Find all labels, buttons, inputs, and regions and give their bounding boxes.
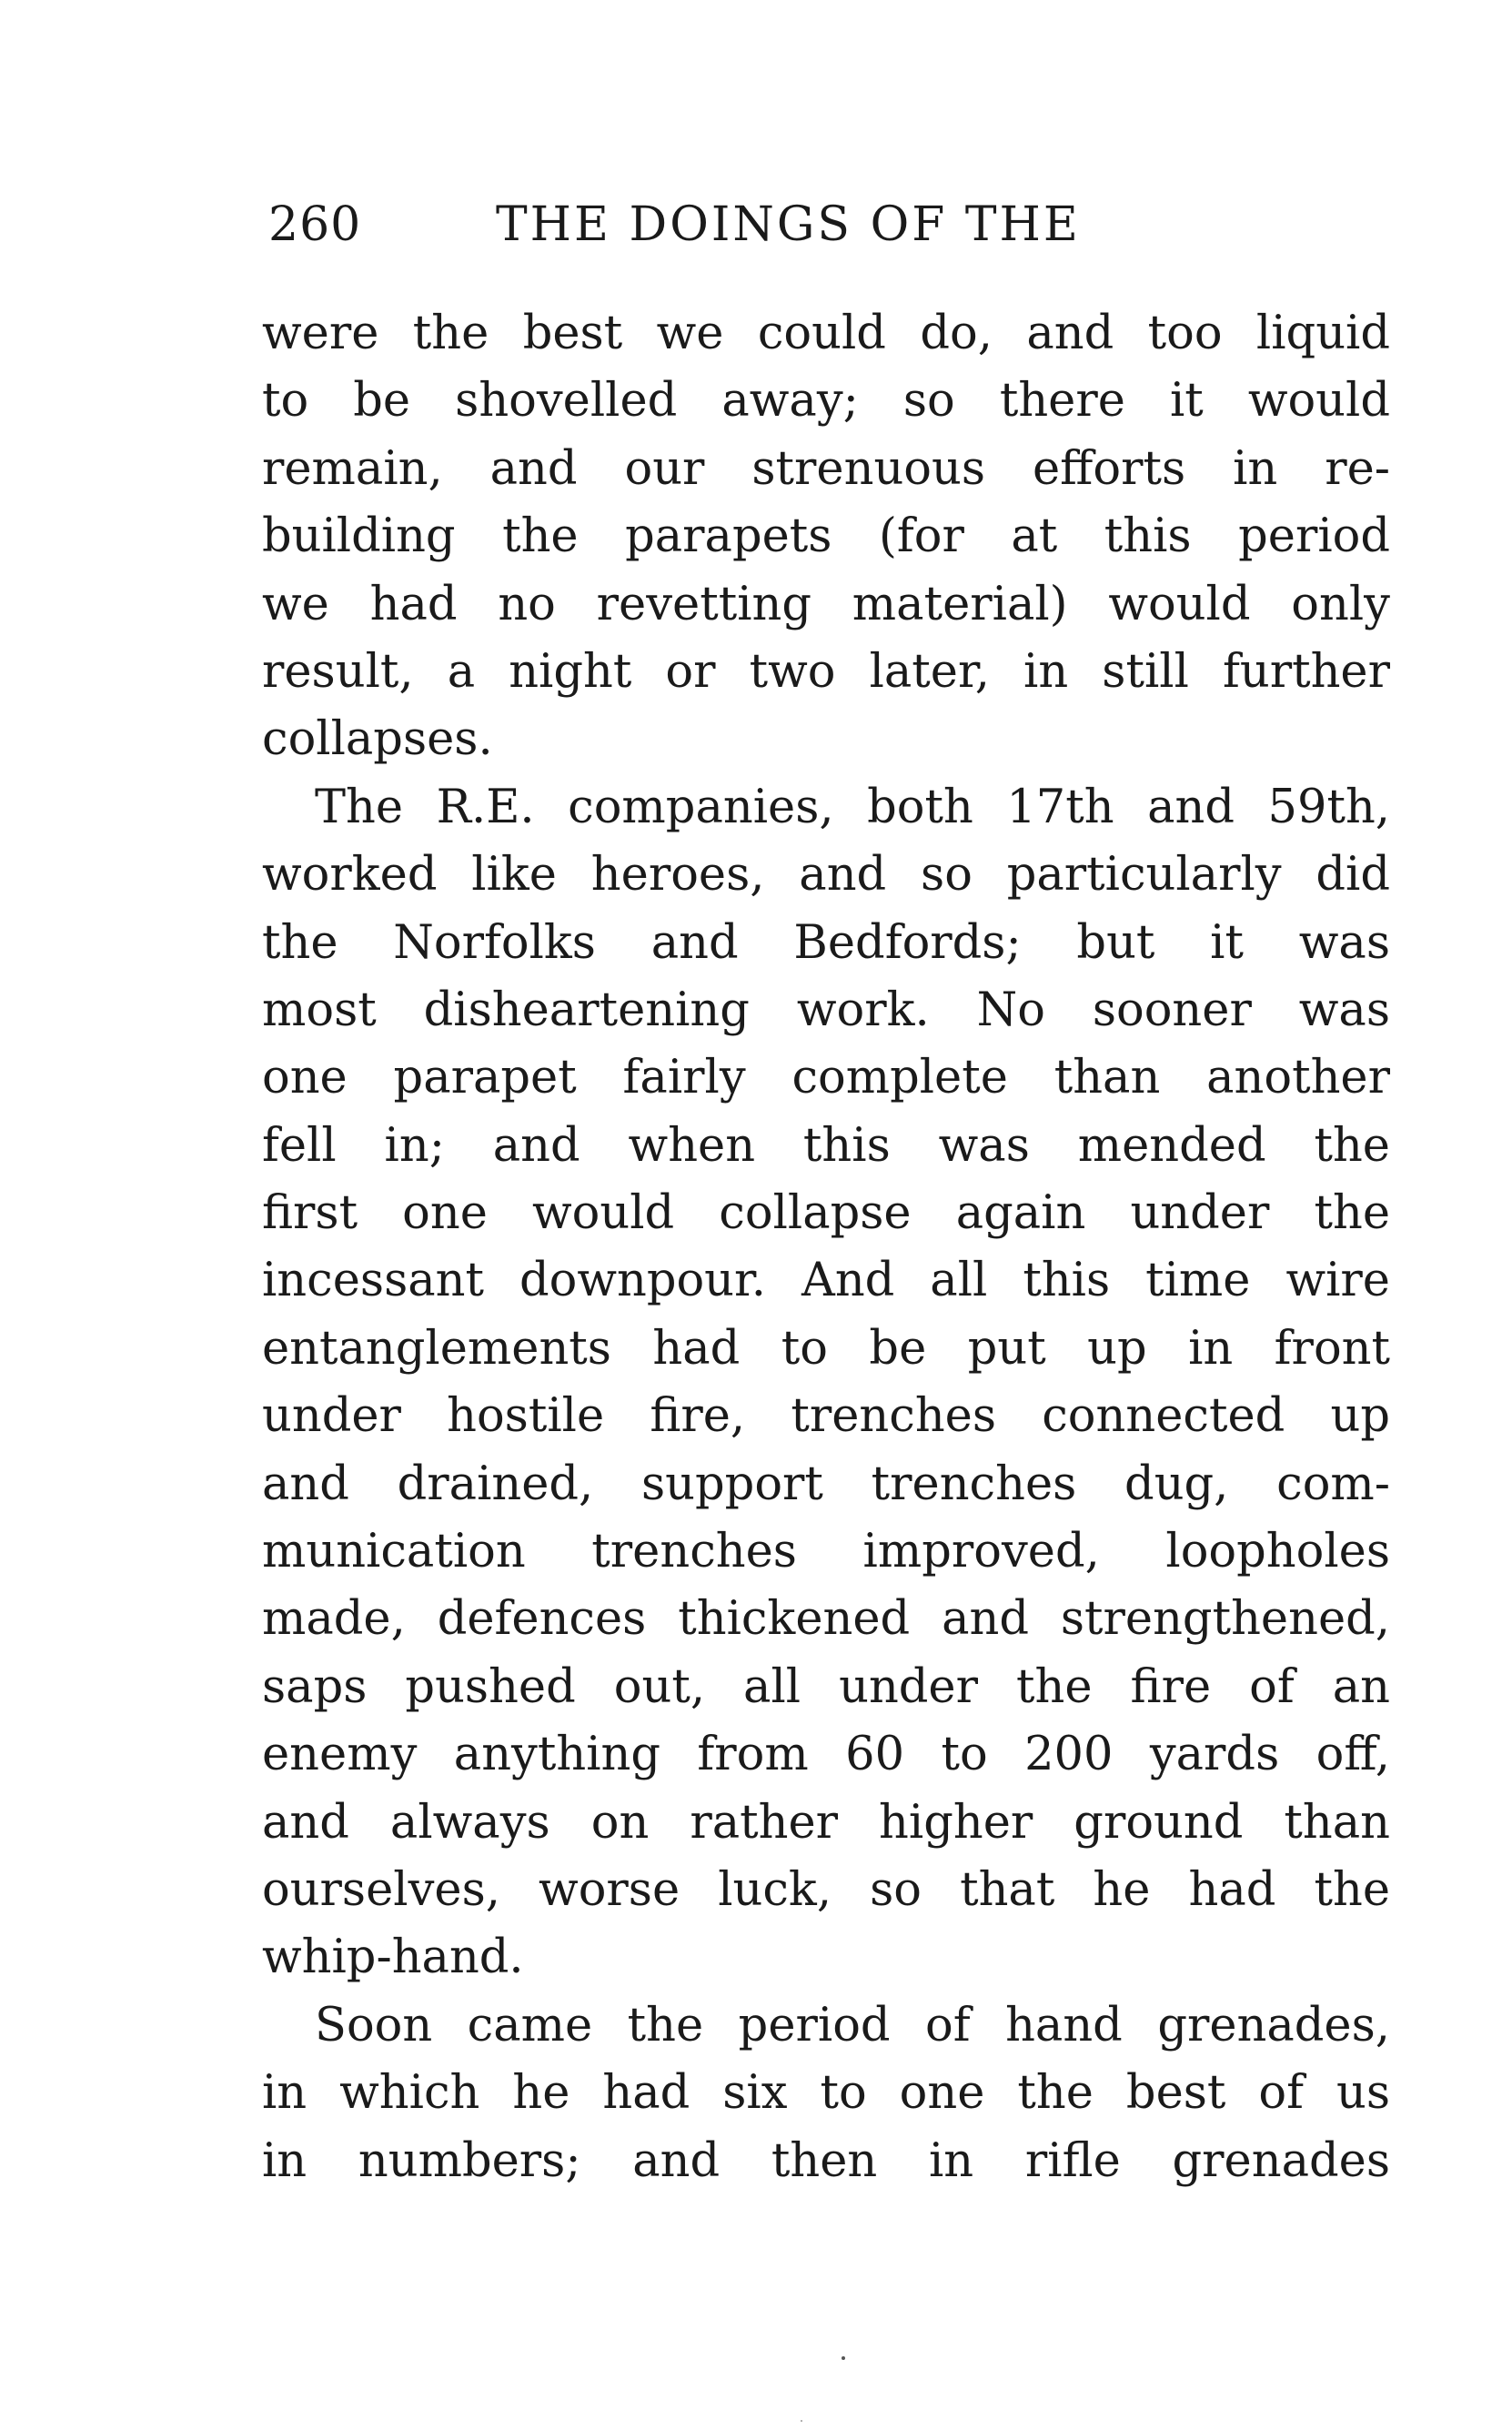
paragraph-2	[262, 774, 1390, 1992]
text-line: to be shovelled away; so there it would	[262, 374, 1390, 429]
text-line: munication trenches improved, loopholes	[262, 1525, 1390, 1579]
text-line: whip-hand.	[262, 1931, 524, 1985]
text-line: Soon came the period of hand grenades,	[315, 1998, 1390, 2052]
text-line: and drained, support trenches dug, com-	[262, 1457, 1390, 1511]
paragraph-3	[262, 1992, 1390, 2195]
text-line: incessant downpour. And all this time wire	[262, 1254, 1390, 1308]
text-line: the Norfolks and Bedfords; but it was	[262, 915, 1390, 970]
body-text	[262, 300, 1390, 2195]
text-line: first one would collapse again under the	[262, 1186, 1390, 1241]
text-line: entanglements had to be put up in front	[262, 1321, 1390, 1376]
text-line: in numbers; and then in rifle grenades	[262, 2133, 1390, 2188]
print-speck	[842, 2356, 845, 2360]
text-line: collapses.	[262, 712, 493, 767]
text-line: ourselves, worse luck, so that he had the	[262, 1862, 1390, 1917]
text-line: and always on rather higher ground than	[262, 1795, 1390, 1850]
print-speck	[801, 2420, 802, 2422]
text-line: under hostile fire, trenches connected up	[262, 1389, 1390, 1444]
page-number: 260	[268, 197, 362, 252]
text-line: enemy anything from 60 to 200 yards off,	[262, 1728, 1390, 1782]
text-line: worked like heroes, and so particularly did	[262, 848, 1390, 902]
text-line: result, a night or two later, in still further	[262, 644, 1390, 699]
text-line: building the parapets (for at this period	[262, 509, 1390, 564]
text-line: remain, and our strenuous efforts in re-	[262, 441, 1390, 496]
text-line: in which he had six to one the best of us	[262, 2066, 1390, 2121]
text-line: The R.E. companies, both 17th and 59th,	[315, 780, 1390, 834]
text-line: most disheartening work. No sooner was	[262, 983, 1390, 1037]
text-line: made, defences thickened and strengthened,	[262, 1592, 1390, 1647]
paragraph-1	[262, 300, 1390, 774]
text-line: saps pushed out, all under the fire of an	[262, 1659, 1390, 1714]
text-line: fell in; and when this was mended the	[262, 1118, 1390, 1173]
running-title: THE DOINGS OF THE	[496, 197, 1081, 252]
running-head	[268, 193, 1406, 257]
text-line: one parapet fairly complete than another	[262, 1051, 1390, 1105]
text-line: we had no revetting material) would only	[262, 577, 1390, 631]
text-line: were the best we could do, and too liquid	[262, 307, 1390, 360]
